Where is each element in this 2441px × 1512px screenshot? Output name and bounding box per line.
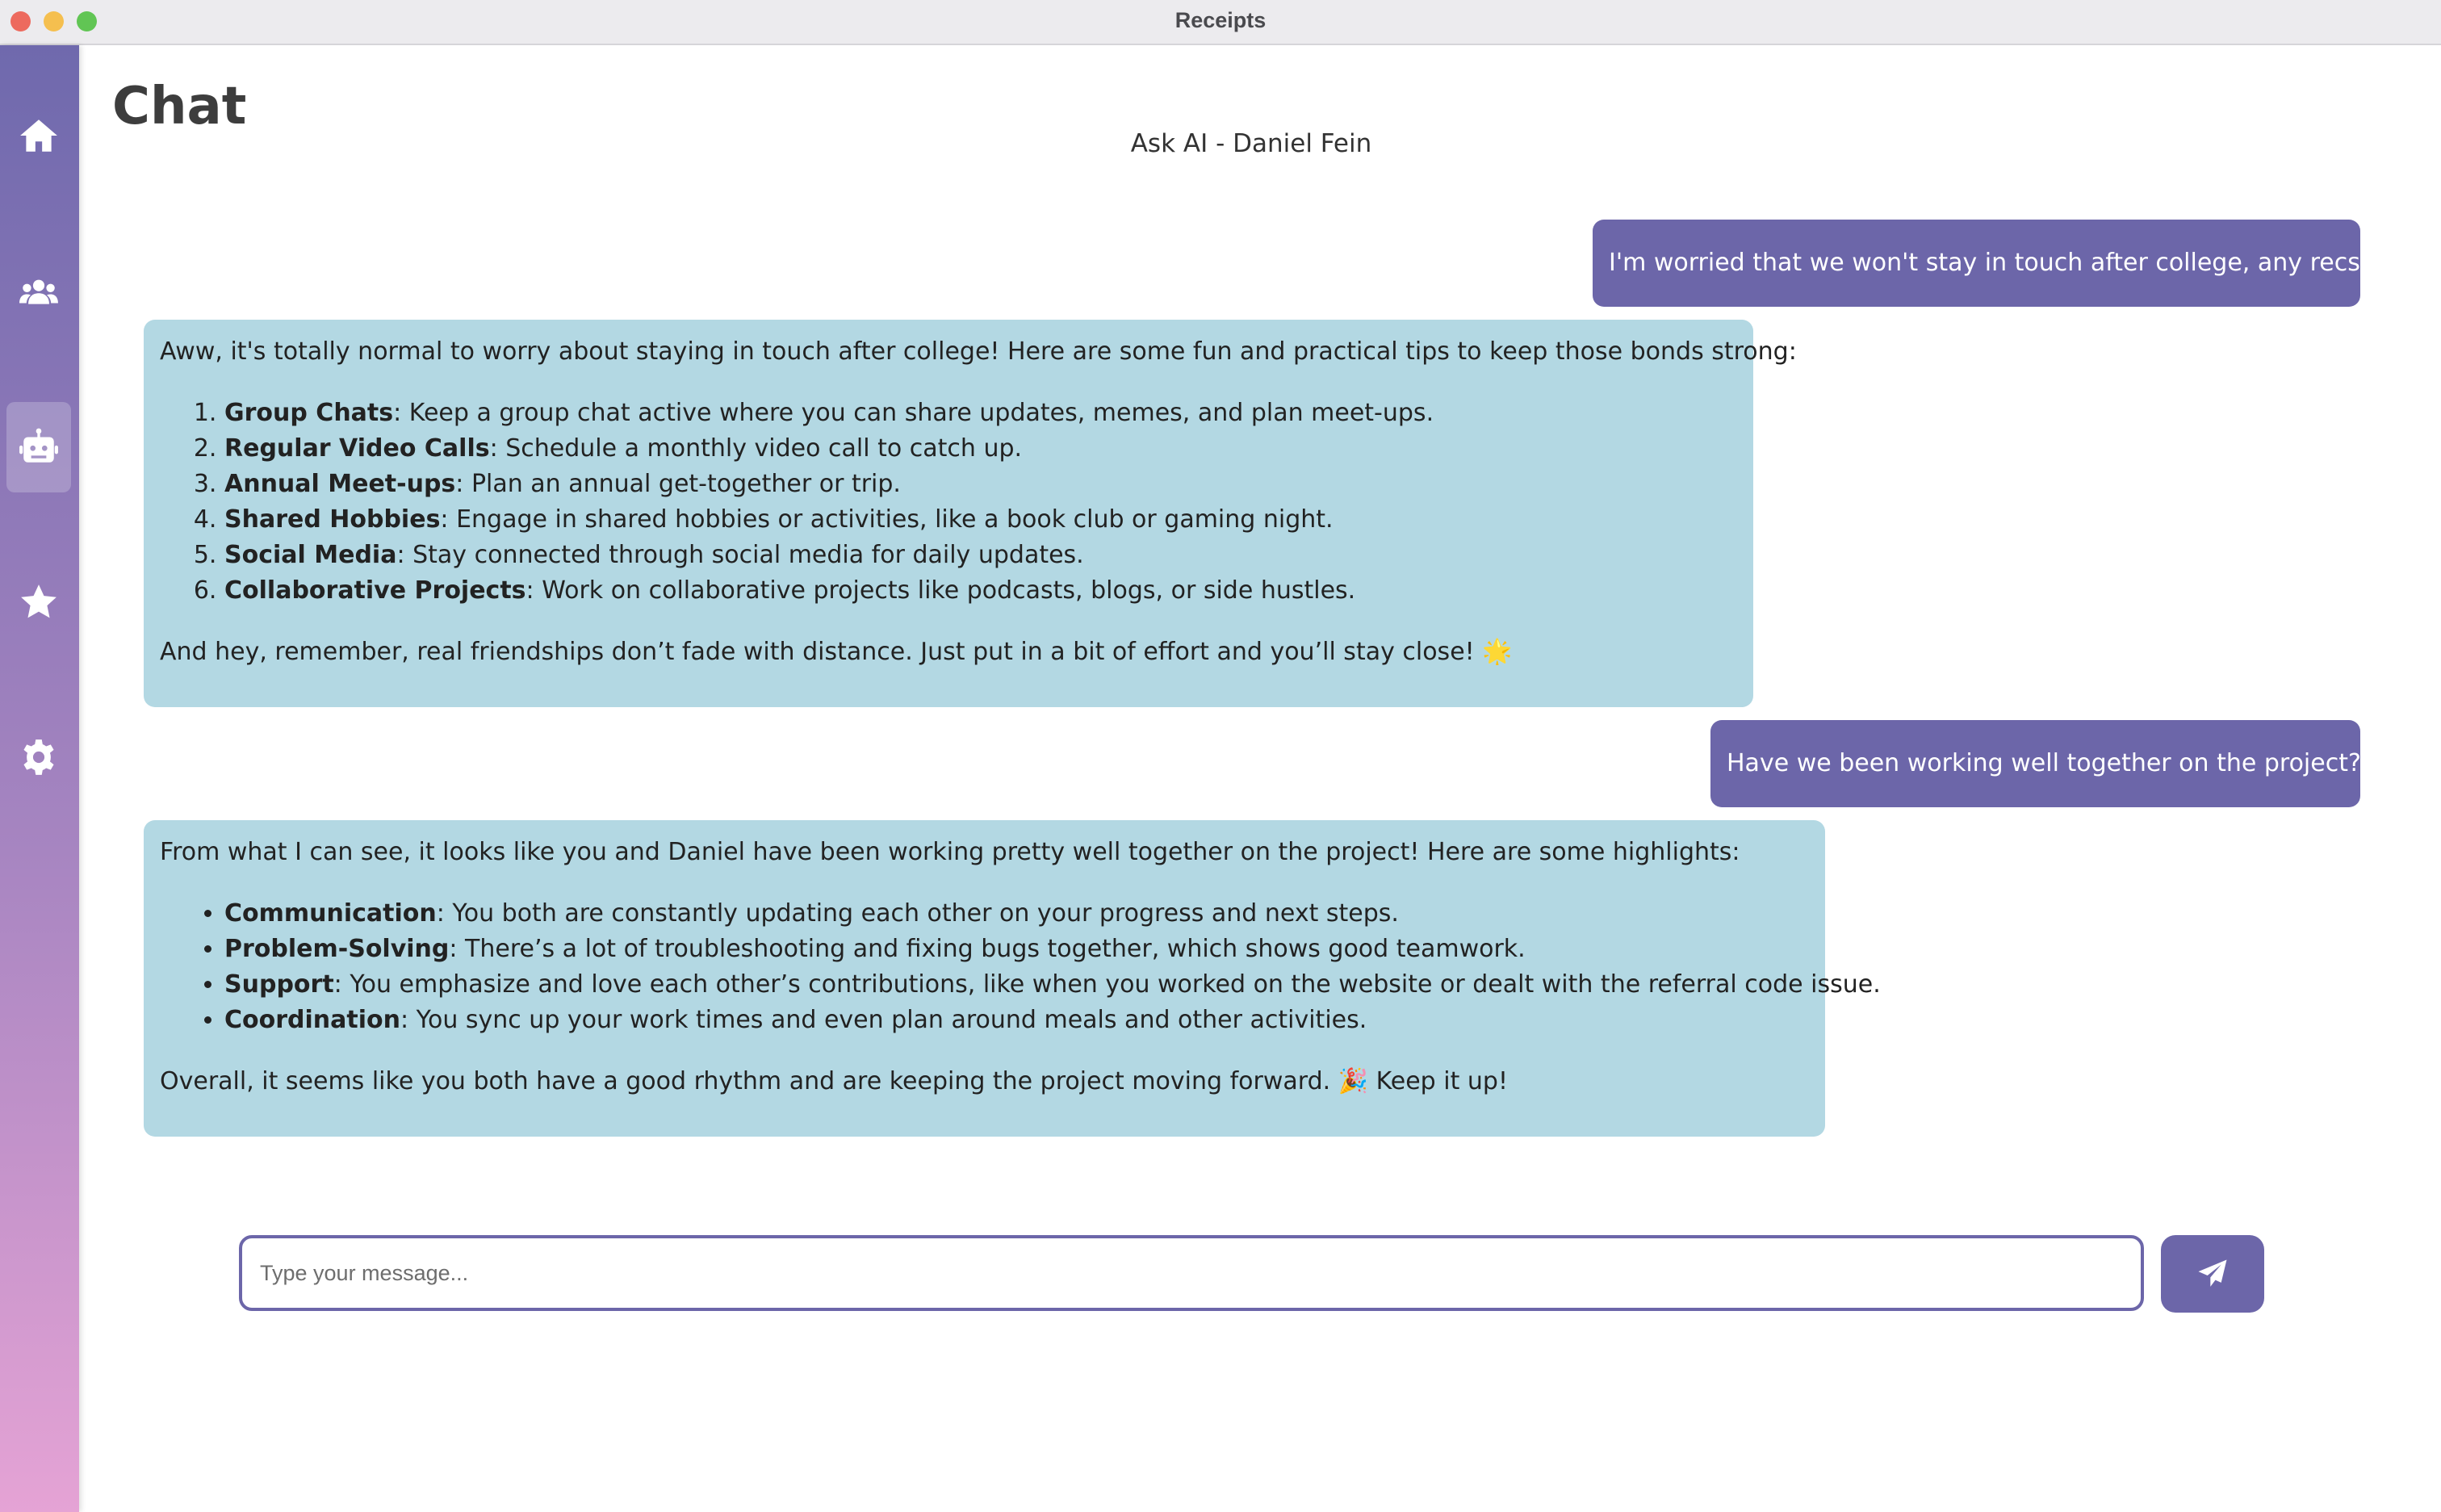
sidebar-item-friends[interactable] [6,247,71,337]
sidebar-item-settings[interactable] [6,712,71,802]
robot-icon [19,427,59,467]
home-icon [19,115,59,156]
message-intro: Aww, it's totally normal to worry about staying in touch after college! Here are some fun and practical tips to keep those bonds strong: [160,337,1797,366]
sidebar [0,45,79,1512]
users-icon [19,272,59,312]
message-outro: And hey, remember, real friendships don’t fade with distance. Just put in a bit of effort and you’ll stay close! 🌟 [160,638,1513,666]
paper-plane-icon [2196,1258,2229,1290]
star-icon [19,582,59,622]
window-title: Receipts [1174,8,1267,32]
message-composer [239,1235,2144,1311]
message-input[interactable] [258,1260,2125,1287]
user-message [1593,220,2373,307]
message-text: I'm worried that we won't stay in touch after college, any recs? [1609,249,2373,277]
sidebar-item-ask-ai[interactable] [6,402,71,492]
message-text: Have we been working well together on the project? [1727,749,2361,777]
message-intro: From what I can see, it looks like you and Daniel have been working pretty well together on the project! Here are some highlights: [160,838,1740,866]
list-item: • Coordination: You sync up your work times and even plan around meals and other activities. [224,1003,1809,1038]
chat-subtitle: Ask AI - Daniel Fein [1130,129,1372,158]
ai-message [144,320,1797,707]
list-item: 4. Shared Hobbies: Engage in shared hobbies or activities, like a book club or gaming night. [224,502,1737,538]
send-button[interactable] [2161,1235,2264,1313]
sidebar-item-home[interactable] [6,90,71,181]
page-title: Chat [112,77,247,136]
tips-list [160,396,1737,609]
user-message [1710,720,2360,807]
highlights-list [160,896,1881,1038]
list-item: • Support: You emphasize and love each other’s contributions, like when you worked on the website or dealt with the referral code issue. [224,967,1809,1003]
list-item: 3. Annual Meet-ups: Plan an annual get-together or trip. [224,467,1737,502]
list-item: 5. Social Media: Stay connected through social media for daily updates. [224,538,1737,573]
list-item: • Problem-Solving: There’s a lot of troubleshooting and fixing bugs together, which shows good teamwork. [224,932,1809,967]
gear-icon [19,737,59,777]
list-item: • Communication: You both are constantly updating each other on your progress and next steps. [224,896,1809,932]
message-outro: Overall, it seems like you both have a good rhythm and are keeping the project moving forward. 🎉 Keep it up! [160,1067,1508,1095]
list-item: 6. Collaborative Projects: Work on collaborative projects like podcasts, blogs, or side hustles. [224,573,1737,609]
sidebar-item-favorites[interactable] [6,557,71,647]
title-bar [0,0,2441,45]
list-item: 1. Group Chats: Keep a group chat active where you can share updates, memes, and plan meet-ups. [224,396,1737,431]
ai-message [144,820,1881,1137]
list-item: 2. Regular Video Calls: Schedule a monthly video call to catch up. [224,431,1737,467]
